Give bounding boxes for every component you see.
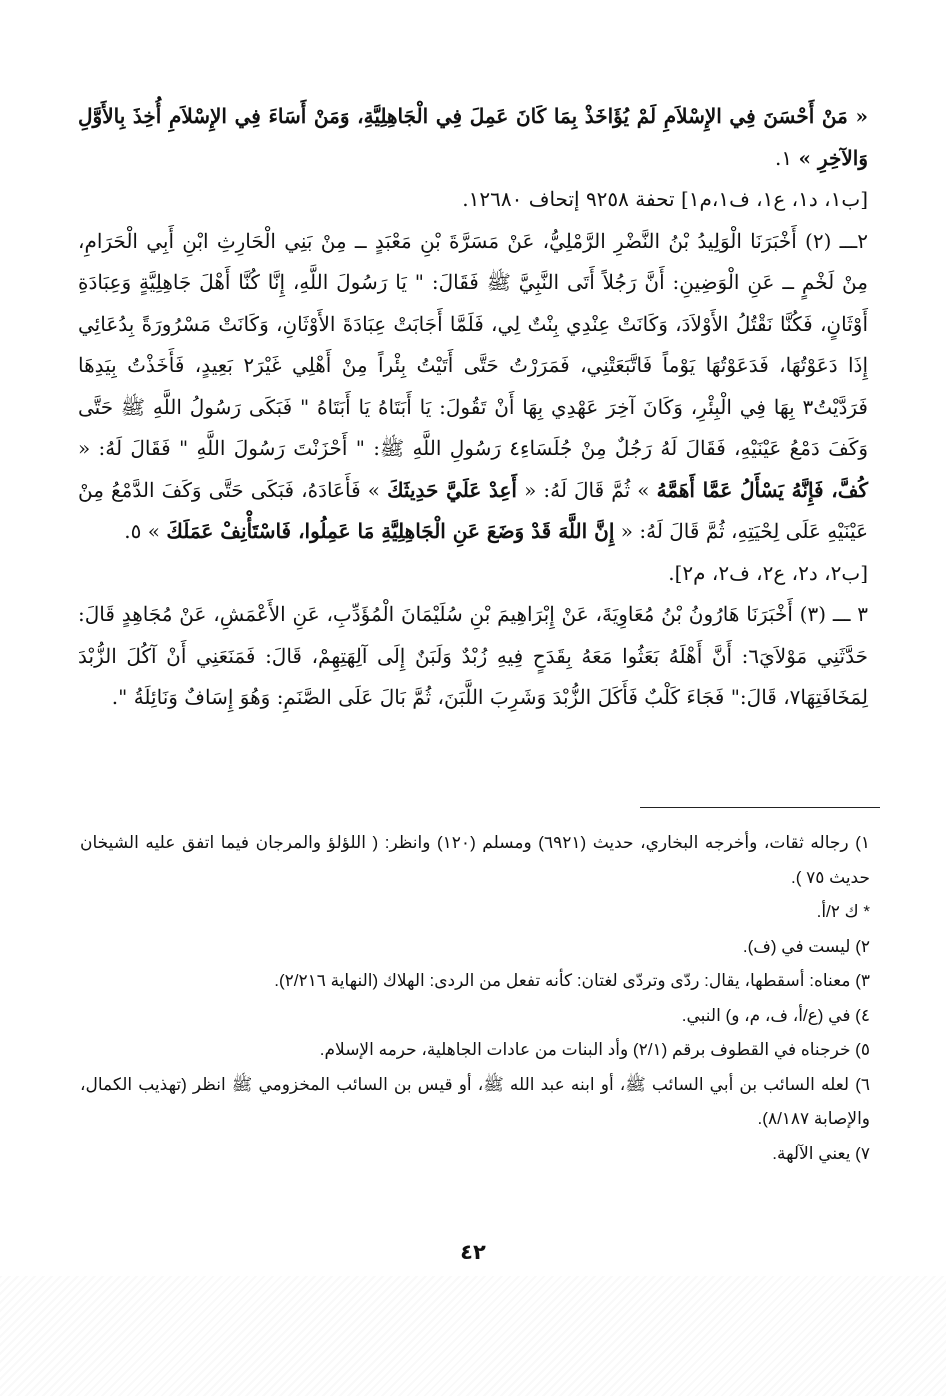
hadith-1-footnote-ref: ١. [775,145,799,170]
footnote: ٢) ليست في (ف). [742,936,870,956]
footnote: ١) رجاله ثقات، وأخرجه البخاري، حديث (٦٩٢١) ومسلم (١٢٠) وانظر: ( اللؤلؤ والمرجان فيما اتفق عليه الشيخان حديث ٧٥ ). [80,833,870,887]
footnote: ٥) خرجناه في القطوف برقم (٢/١) وأد البنات من عادات الجاهلية، حرمه الإسلام. [319,1040,870,1059]
hadith-3: ٣ ـــ (٣) أَخْبَرَنَا هَارُونُ بْنُ مُعَاوِيَةَ، عَنْ إِبْرَاهِيمَ بْنِ سُلَيْمَانَ الْمُؤَدِّبِ، عَنِ الأَعْمَشِ، عَنْ مُجَاهِدٍ قَالَ: حَدَّثَنِي مَوْلاَيَ٦: أَنَّ أَهْلَهُ بَعَثُوا مَعَهُ بِقَدَحٍ فِيهِ زُبْدٌ وَلَبَنٌ إِلَى آلِهَتِهِمْ، قَالَ: فَمَنَعَنِي أَنْ آكُلَ الزُّبْدَ لِمَخَافَتِهَا٧، قَالَ:" فَجَاءَ كَلْبٌ فَأَكَلَ الزُّبْدَ وَشَرِبَ اللَّبَنَ، ثُمَّ بَالَ عَلَى الصَّنَمِ: وَهُوَ إِسَافٌ وَنَائِلَةُ ". [78,602,868,709]
hadith-2 [78,221,868,553]
footnote-separator [640,807,880,808]
hadith-2-part-d: » فَأَعَادَهُ، فَبَكَى حَتَّى وَكَفَ الدَّمْعُ مِنْ عَيْنَيْهِ عَلَى لِحْيَتِهِ، ثُمَّ قَالَ لَهُ: « [78,477,868,543]
footnote: ٤) في (ع/أ، ف، م، و) النبي. [681,1005,870,1025]
main-text [78,96,868,719]
hadith-2-part-c: » ثُمَّ قَالَ لَهُ: « [516,477,657,502]
hadith-2-bold-3: إِنَّ اللَّهَ قَدْ وَضَعَ عَنِ الْجَاهِلِيَّةِ مَا عَمِلُوا، فَاسْتَأْنِفْ عَمَلَكَ [166,519,615,543]
footnotes [80,826,870,1171]
footnote: * ك ٢/أ. [816,902,870,921]
hadith-2-bold-2: أَعِدْ عَلَيَّ حَدِيثَكَ [387,477,517,502]
footnote: ٦) لعله السائب بن أبي السائب ﷺ، أو ابنه عبد الله ﷺ، أو قيس بن السائب المخزومي ﷺ انظر (تهذيب الكمال، والإصابة ٨/١٨٧). [80,1074,870,1128]
footnote: ٧) يعني الآلهة. [772,1143,870,1163]
footnote: ٣) معناه: أسقطها، يقال: ردّى وتردّى لغتان: كأنه تفعل من الردى: الهلاك (النهاية ٢/٢١٦). [274,971,870,990]
hadith-1-text: « مَنْ أَحْسَنَ فِي الإِسْلاَمِ لَمْ يُؤَاخَذْ بِمَا كَانَ عَمِلَ فِي الْجَاهِلِيَّةِ، وَمَنْ أَسَاءَ فِي الإِسْلاَمِ أُخِذَ بِالأَوَّلِ وَالآخِرِ » [78,104,868,170]
reference-line-1: [ب١، د١، ع١، ف١،م١] تحفة ٩٢٥٨ إتحاف ١٢٦٨٠. [462,187,868,211]
hadith-2-part-e: » ٥. [124,519,167,543]
scan-texture [0,1276,946,1396]
hadith-1 [78,96,868,179]
page-number: ٤٢ [460,1240,486,1264]
hadith-2-part-a: ٢ـــ (٢) أَخْبَرَنَا الْوَلِيدُ بْنُ النَّضْرِ الرَّمْلِيُّ، عَنْ مَسَرَّةَ بْنِ مَعْبَدٍ ــ مِنْ بَنِي الْحَارِثِ ابْنِ أَبِي الْحَرَامِ، مِنْ لَخْمٍ ــ عَنِ الْوَضِينِ: أَنَّ رَجُلاً أَتَى النَّبِيَّ ﷺ فَقَالَ: " يَا رَسُولَ اللَّهِ، إِنَّا كُنَّا أَهْلَ جَاهِلِيَّةٍ وَعِبَادَةِ أَوْثَانٍ، فَكُنَّا نَقْتُلُ الأَوْلاَدَ، وَكَانَتْ عِنْدِي بِنْتٌ لِي، فَلَمَّا أَجَابَتْ عِبَادَةَ الأَوْثَانِ، وَكَانَتْ مَسْرُورَةً بِدُعَائِي إِذَا دَعَوْتُهَا، فَدَعَوْتُهَا يَوْماً فَاتَّبَعَتْنِي، فَمَرَرْتُ حَتَّى أَتَيْتُ بِئْراً مِنْ أَهْلِي غَيْرَ٢ بَعِيدٍ، فَأَخَذْتُ بِيَدِهَا فَرَدَّيْتُ٣ بِهَا فِي الْبِئْرِ، وَكَانَ آخِرَ عَهْدِي بِهَا أَنْ تَقُولَ: يَا أَبَتَاهُ يَا أَبَتَاهُ " فَبَكَى رَسُولُ اللَّهِ ﷺ حَتَّى وَكَفَ دَمْعُ عَيْنَيْهِ، فَقَالَ لَهُ رَجُلٌ مِنْ جُلَسَاءِ٤ رَسُولِ اللَّهِ ﷺ: " أَحْزَنْتَ رَسُولَ اللَّهِ " فَقَالَ لَهُ: « [78,228,869,460]
reference-line-2: [ب٢، د٢، ع٢، ف٢، م٢]. [668,560,868,585]
hadith-2-bold-1: كُفَّ، فَإِنَّهُ يَسْأَلُ عَمَّا أَهَمَّهُ [656,477,868,502]
